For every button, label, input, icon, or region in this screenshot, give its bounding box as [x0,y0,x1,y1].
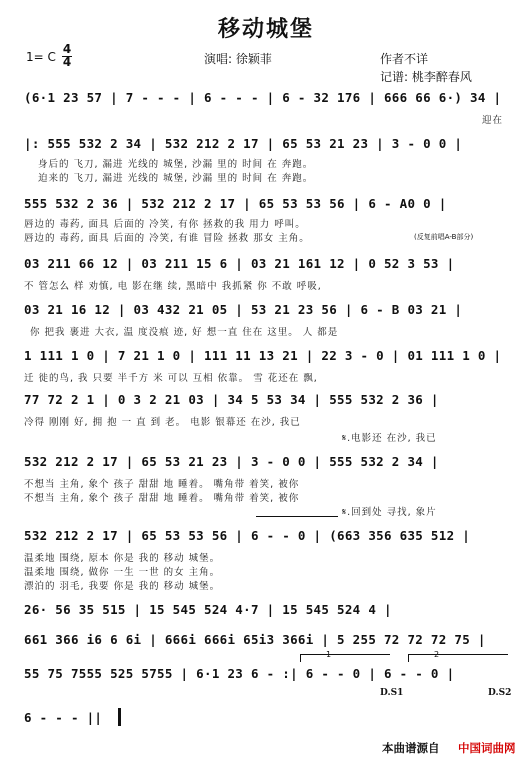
score-row-4: 03 211 66 12 | 03 211 15 6 | 03 21 161 12 | 0 52 3 53 | [24,256,455,271]
score-row-9: 532 212 2 17 | 65 53 53 56 | 6 - - 0 | (663 356 635 512 | [24,528,471,543]
score-row-3: 555 532 2 36 | 532 212 2 17 | 65 53 53 56 | 6 - A0 0 | [24,196,447,211]
volta-2-number: 2 [434,650,440,659]
footer-site-name[interactable]: 中国词曲网 [458,741,516,755]
score-row-12: 55 75 7555 525 5755 | 6·1 23 6 - :| 6 - - 0 | 6 - - 0 | [24,666,455,681]
row-2-lyric-a: 身后的 飞刀, 漏进 光线的 城堡, 沙漏 里的 时间 在 奔跑。 [38,159,314,170]
final-barline [118,708,121,726]
row-9-lyric-b: 温柔地 围绕, 做你 一生 一世 的女 主角。 [24,567,221,578]
row-9-lyric-c: 漂泊的 羽毛, 我要 你是 我的 移动 城堡。 [24,581,221,592]
score-row-8: 532 212 2 17 | 65 53 21 23 | 3 - 0 0 | 555 532 2 34 | [24,454,439,469]
score-row-5: 03 21 16 12 | 03 432 21 05 | 53 21 23 56 | 6 - B 03 21 | [24,302,463,317]
volta-2-hook [408,654,409,662]
row-8-lyric-a: 不想当 主角, 象个 孩子 甜甜 地 睡着。 嘴角带 着笑, 被你 [24,479,300,490]
score-row-2: |: 555 532 2 34 | 532 212 2 17 | 65 53 21 23 | 3 - 0 0 | [24,136,463,151]
row-8-lyric-b: 不想当 主角, 象个 孩子 甜甜 地 睡着。 嘴角带 着笑, 被你 [24,493,300,504]
time-signature [62,44,72,68]
row-6-lyric: 迁 徙的鸟, 我 只要 半千方 米 可以 互相 依靠。 雪 花还在 飘, [24,373,318,384]
row-3-lyric-a: 唇边的 毒药, 面具 后面的 冷笑, 有你 拯救的我 用力 呼叫。 [24,219,306,230]
volta-2-line [408,654,508,655]
row-7-lyric-b: 𝄋.电影还 在沙, 我已 [342,433,437,444]
transcriber-credit: 记谱: 桃李醉春风 [380,70,472,84]
volta-line-row-9 [256,516,338,517]
score-row-11: 661 366 i6 6 6i | 666i 666i 65i3 366i | 5 255 72 72 72 75 | [24,632,486,647]
singer-credit: 演唱: 徐颖菲 [204,52,272,66]
row-1-lyric: 迎在 [482,115,504,126]
time-signature-bottom: 4 [62,55,72,69]
score-row-10: 26· 56 35 515 | 15 545 524 4·7 | 15 545 524 4 | [24,602,392,617]
volta-1-number: 1 [326,650,332,659]
volta-1-line [300,654,390,655]
row-2-lyric-b: 迫来的 飞刀, 漏进 光线的 城堡, 沙漏 里的 时间 在 奔跑。 [38,173,314,184]
score-row-13: 6 - - - || [24,710,103,725]
row-4-lyric: 不 管怎么 样 劝慎, 电 影在继 续, 黑暗中 我抓紧 你 不敢 呼吸, [24,281,322,292]
repeat-note: (反复前唱A-B部分) [414,233,474,241]
time-signature-top: 4 [62,42,72,56]
row-9-lyric-a: 温柔地 围绕, 原本 你是 我的 移动 城堡。 [24,553,221,564]
score-row-7: 77 72 2 1 | 0 3 2 21 03 | 34 5 53 34 | 555 532 2 36 | [24,392,439,407]
song-title: 移动城堡 [217,17,314,42]
key-signature: 1= C [26,50,56,64]
row-3-lyric-b: 唇边的 毒药, 面具 后面的 冷笑, 有谁 冒险 拯救 那女 主角。 [24,233,310,244]
score-row-1: (6·1 23 57 | 7 - - - | 6 - - - | 6 - 32 176 | 666 66 6·) 34 | [24,90,502,105]
author-credit: 作者不详 [380,52,429,66]
row-8-lyric-c: 𝄋.回到处 寻找, 象片 [342,507,437,518]
ds1-marker: D.S1 [380,688,404,698]
row-5-lyric: 你 把我 裹进 大衣, 温 度没痕 迹, 好 想一直 住在 这里。 人 都是 [30,327,339,338]
row-7-lyric-a: 冷得 刚刚 好, 拥 抱 一 直 到 老。 电影 银幕还 在沙, 我已 [24,417,301,428]
ds2-marker: D.S2 [488,688,512,698]
score-row-6: 1 111 1 0 | 7 21 1 0 | 111 11 13 21 | 22 3 - 0 | 01 111 1 0 | [24,348,502,363]
footer-source-label: 本曲谱源自 [382,741,440,755]
volta-1-hook [300,654,301,662]
